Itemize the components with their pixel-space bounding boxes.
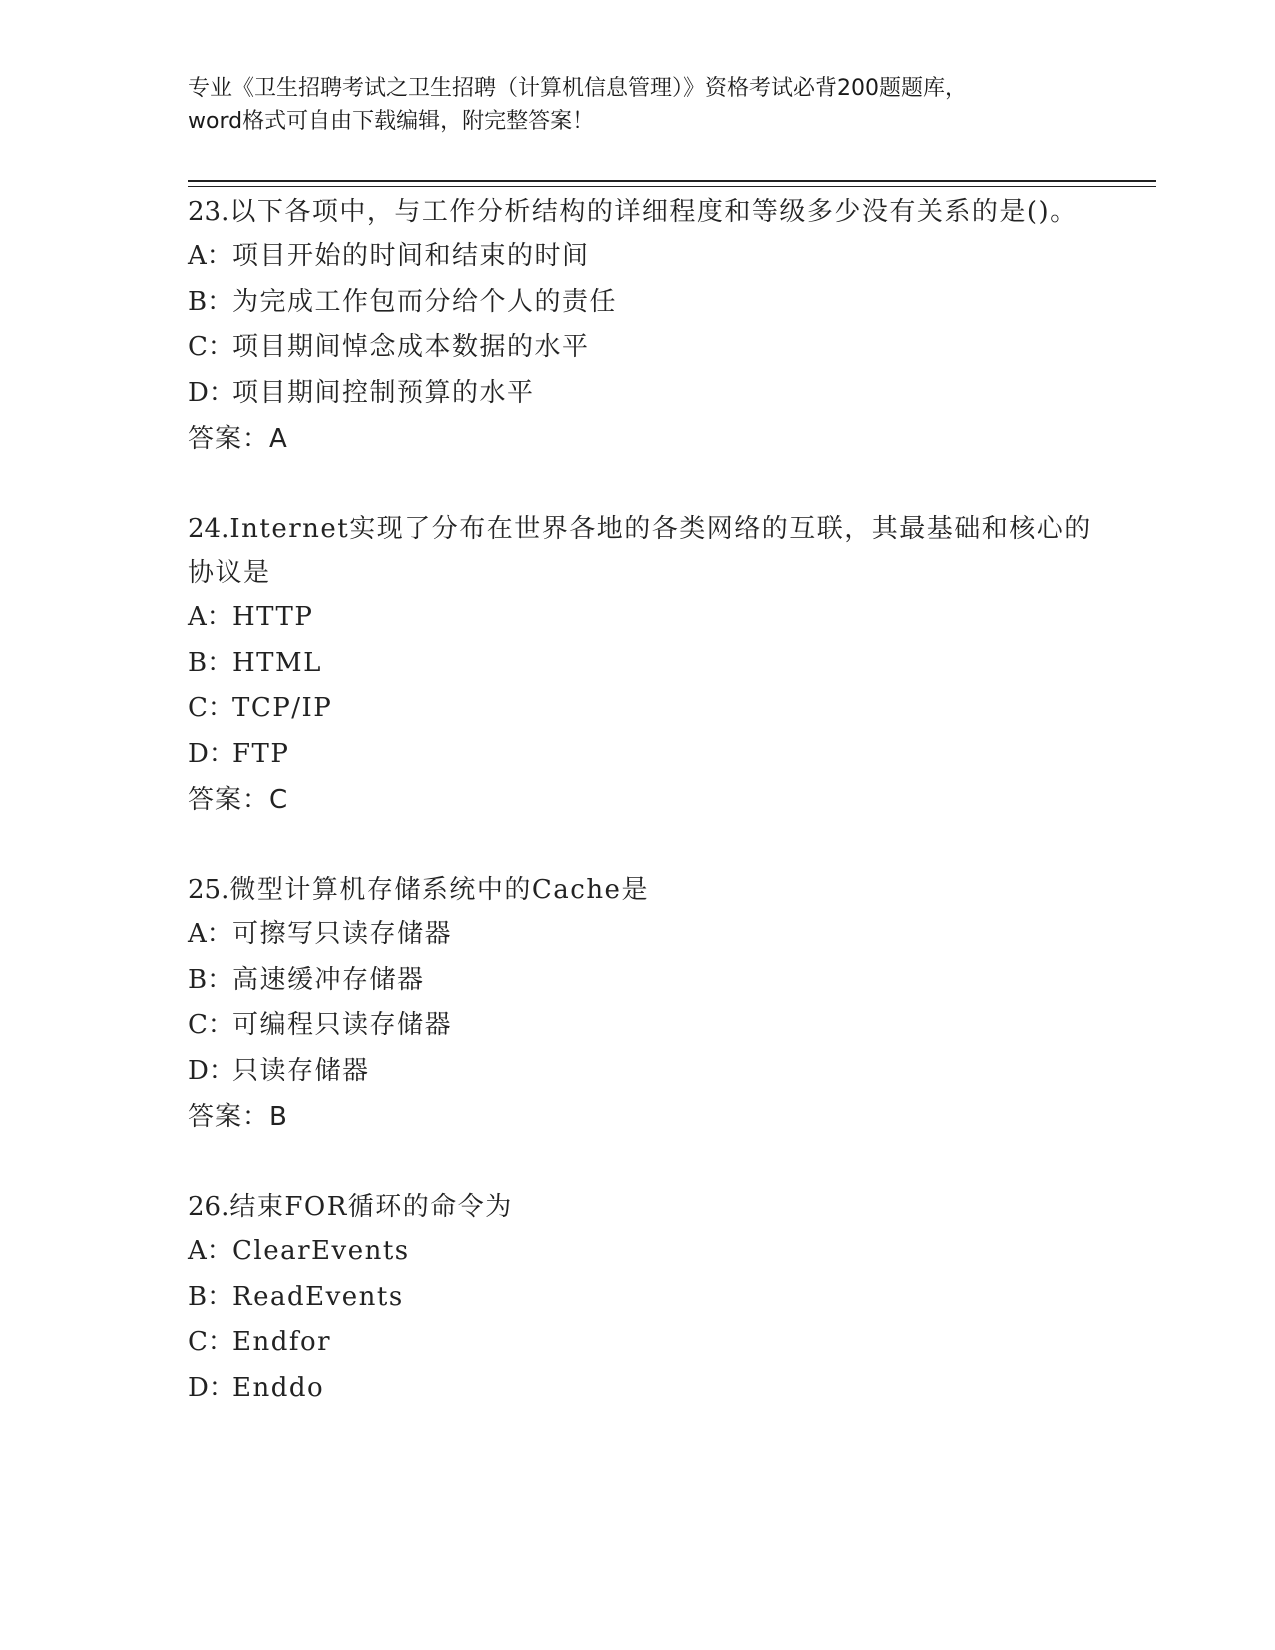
option-key: A： [188, 1236, 233, 1266]
option-c [188, 1003, 1108, 1049]
option-d [188, 1049, 1108, 1095]
question-text: 以下各项中，与工作分析结构的详细程度和等级多少没有关系的是()。 [229, 197, 1078, 227]
option-text: ClearEvents [232, 1236, 410, 1266]
question-stem [188, 868, 1108, 912]
option-a [188, 912, 1108, 958]
question-number: 24. [188, 514, 230, 544]
option-c [188, 686, 1108, 732]
question-stem [188, 507, 1108, 595]
header-divider-thick [188, 180, 1156, 182]
option-b [188, 1275, 1108, 1321]
question-number: 23. [188, 197, 230, 227]
option-text: HTML [232, 647, 322, 678]
header-line-2: word格式可自由下载编辑，附完整答案！ [188, 109, 595, 134]
option-key: C： [188, 693, 234, 723]
option-text: 可编程只读存储器 [232, 1010, 453, 1040]
question-text: 微型计算机存储系统中的Cache是 [229, 875, 649, 905]
option-text: FTP [232, 738, 290, 769]
option-c [188, 1320, 1108, 1366]
option-text: ReadEvents [232, 1281, 404, 1312]
question-26 [188, 1185, 1108, 1411]
document-header [188, 72, 1088, 138]
option-text: 项目期间控制预算的水平 [232, 377, 535, 408]
option-a [188, 234, 1108, 280]
option-text: 项目期间悼念成本数据的水平 [232, 332, 590, 362]
question-23 [188, 190, 1108, 462]
option-b [188, 641, 1108, 687]
answer-line: 答案：A [188, 424, 288, 454]
option-text: HTTP [232, 602, 314, 632]
option-a [188, 1229, 1108, 1275]
option-text: 只读存储器 [232, 1055, 370, 1086]
option-text: 项目开始的时间和结束的时间 [232, 241, 590, 271]
option-key: A： [188, 919, 233, 949]
question-list [188, 190, 1108, 1411]
question-spacer [188, 462, 1108, 507]
option-text: 为完成工作包而分给个人的责任 [232, 286, 618, 317]
question-text: Internet实现了分布在世界各地的各类网络的互联，其最基础和核心的协议是 [188, 514, 1092, 588]
option-b [188, 958, 1108, 1004]
header-divider-thin [188, 186, 1156, 187]
option-c [188, 325, 1108, 371]
option-a [188, 595, 1108, 641]
option-key: D： [188, 1372, 235, 1403]
option-key: B： [188, 286, 234, 317]
option-key: D： [188, 377, 235, 408]
answer-line: 答案：B [188, 1102, 288, 1132]
question-stem [188, 190, 1108, 234]
option-text: TCP/IP [232, 693, 333, 723]
question-24 [188, 507, 1108, 823]
question-number: 26. [188, 1192, 230, 1222]
option-key: B： [188, 1281, 234, 1312]
option-key: C： [188, 332, 234, 362]
question-text: 结束FOR循环的命令为 [229, 1192, 513, 1222]
answer-line: 答案：C [188, 785, 289, 815]
option-text: 可擦写只读存储器 [232, 919, 453, 949]
option-text: Endfor [232, 1327, 332, 1357]
option-d [188, 1366, 1108, 1412]
option-d [188, 371, 1108, 417]
option-key: D： [188, 1055, 235, 1086]
question-25 [188, 868, 1108, 1140]
option-key: A： [188, 602, 233, 632]
question-spacer [188, 1140, 1108, 1185]
option-key: D： [188, 738, 235, 769]
header-line-1: 专业《卫生招聘考试之卫生招聘（计算机信息管理）》资格考试必背200题题库， [188, 76, 967, 101]
option-key: A： [188, 241, 233, 271]
option-key: B： [188, 647, 234, 678]
option-key: B： [188, 964, 234, 995]
option-d [188, 732, 1108, 778]
option-b [188, 280, 1108, 326]
option-key: C： [188, 1010, 234, 1040]
question-number: 25. [188, 875, 230, 905]
question-spacer [188, 823, 1108, 868]
option-text: Enddo [232, 1372, 325, 1403]
question-stem [188, 1185, 1108, 1229]
option-text: 高速缓冲存储器 [232, 964, 425, 995]
option-key: C： [188, 1327, 234, 1357]
